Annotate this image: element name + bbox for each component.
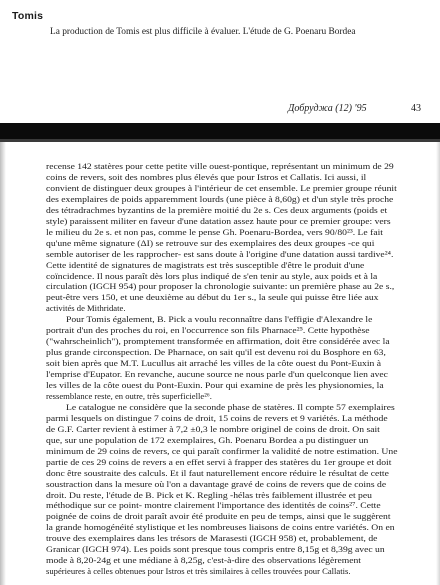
page-number: 43 <box>411 103 421 114</box>
body-text: ressemblance reste, en outre, très superficielle²⁶. <box>46 391 212 401</box>
intro-sentence: La production de Tomis est plus difficile à évaluer. L'étude de G. Poenaru Bordea <box>50 27 356 37</box>
body-text: minimum de 29 coins de revers, ce qui paraît confirmer la validité de notre estimation. Une <box>46 446 398 456</box>
body-text: des exemplaires de poids apparemment lourds (une pièce à 8,60g) et d'un style très proche <box>46 194 394 204</box>
body-text: activités de Mithridate. <box>46 304 126 314</box>
body-text-line <box>46 337 432 346</box>
upper-page-fragment <box>0 0 440 123</box>
body-text: droit. Du reste, l'étude de B. Pick et K. Regling -hélas très faiblement illustrée et peu <box>46 490 372 500</box>
body-text: coïncidence. Il nous paraît dès lors plus indiqué de s'en tenir au style, aux poids et à la <box>46 271 378 281</box>
body-text-line <box>46 545 432 554</box>
body-text-line <box>46 239 432 248</box>
body-text: semble autoriser de les rapprocher- est sans doute à l'origine d'une datation aussi tardive²⁴. <box>46 249 394 259</box>
body-text: ("wahrscheinlich"), promptement transformée en affirmation, doit être considérée avec la <box>46 337 390 347</box>
body-text: plus grande circonspection. De Pharnace, on sait qu'il est devenu roi du Bosphore en 63, <box>46 348 386 358</box>
body-text-line <box>46 162 432 171</box>
body-text-line <box>46 261 432 270</box>
body-text-line <box>46 326 432 335</box>
body-text-line <box>46 359 432 368</box>
body-text-line <box>46 534 432 543</box>
body-text: circulation (IGCH 954) pour proposer la chronologie suivante: un première phase au 2e s., <box>46 282 395 292</box>
body-text-line <box>46 250 432 259</box>
body-text-line <box>46 381 432 390</box>
body-text-line <box>46 458 432 467</box>
body-text: Pour Tomis également, B. Pick a voulu reconnaître dans l'effigie d'Alexandre le <box>66 315 373 325</box>
body-text: des tétradrachmes byzantins de la première moitié du 2e s. Ces deux arguments (poids et <box>46 205 388 215</box>
body-text-line <box>46 173 432 182</box>
body-text: la grande homogénéité stylistique et les nombreuses liaisons de coins entre variétés. On en <box>46 523 395 533</box>
body-text-line <box>46 293 432 302</box>
body-text: donc être soustraite des calculs. Et il faut naturellement encore réduire le résultat de cette <box>46 468 389 478</box>
running-head: Добруджа (12) '95 <box>288 103 367 114</box>
body-text: les villes de la côte ouest du Pont-Euxin. Pour qui examine de près les physionomies, la <box>46 381 384 390</box>
body-text-line <box>46 436 432 445</box>
body-text-line <box>46 425 432 434</box>
body-text: Cette identité de signatures de magistrats est très susceptible d'être le produit d'une <box>46 260 365 270</box>
body-text: convient de distinguer deux groupes à l'intérieur de cet ensemble. Le premier groupe réunit <box>46 183 397 193</box>
body-text-line <box>46 447 432 456</box>
body-text: trouve des exemplaires dans les trésors de Marasesti (IGCH 958) et, probablement, de <box>46 534 378 544</box>
body-text-line <box>46 348 432 357</box>
body-text-line <box>46 282 432 291</box>
body-text-line <box>46 414 432 423</box>
body-text-line <box>46 501 432 510</box>
body-text-line <box>46 272 432 281</box>
scanned-page-body <box>0 142 440 585</box>
body-text-line <box>46 195 432 204</box>
body-text: recense 142 statères pour cette petite ville ouest-pontique, représentant un minimum de 29 <box>46 162 394 171</box>
body-text: le milieu du 2e s. et non pas, comme le pense Gh. Poenaru-Bordea, vers 90/80²³. Le fait <box>46 227 383 237</box>
body-text: Le catalogue ne considère que la seconde phase de statères. Il compte 57 exemplaires <box>66 402 395 412</box>
body-text: méthodique sur ce point- montre clairement l'importance des identités de coins²⁷. Cette <box>46 501 381 511</box>
body-text: parmi lesquels on distingue 7 coins de droit, 15 coins de revers et 9 variétés. La méthode <box>46 413 388 423</box>
body-text: portrait d'un des proches du roi, en l'occurrence son fils Pharnace²⁵. Cette hypothèse <box>46 326 370 336</box>
body-text-line <box>46 512 432 521</box>
body-text: Granicar (IGCH 974). Les poids sont presque tous compris entre 8,15g et 8,39g avec un <box>46 545 385 555</box>
body-text: soit bien après que M.T. Lucullus ait arraché les villes de la côte ouest du Pont-Euxin à <box>46 359 382 369</box>
body-text: que, sur une population de 172 exemplaires, Gh. Poenaru Bordea a pu distinguer un <box>46 435 369 445</box>
body-text: soustraction dans la mesure où l'on a davantage gravé de coins de revers que de coins de <box>46 479 387 489</box>
section-title: Tomis <box>12 10 44 22</box>
body-text: l'emprise d'Eupator. En revanche, aucune source ne nous parle d'un quelconque lien avec <box>46 370 388 380</box>
body-text-line <box>46 523 432 532</box>
body-text-line <box>46 206 432 215</box>
body-text: coins de revers, soit des nombres plus élevés que pour Istros et Callatis. Ici aussi, il <box>46 172 367 182</box>
body-text: qu'une même signature (ΔΙ) se retrouve sur des exemplaires des deux groupes -ce qui <box>46 238 375 248</box>
body-text: de G.F. Carter revient à estimer à 7,2 ±0,3 le nombre originel de coins de droit. On sait <box>46 424 380 434</box>
body-text-line <box>46 480 432 489</box>
body-text-line <box>46 370 432 379</box>
body-text-line <box>46 556 432 565</box>
body-text-line <box>66 403 432 412</box>
body-text: supérieures à celles obtenues pour Istros et très similaires à celles trouvées pour Callatis. <box>46 567 351 577</box>
body-text-line <box>46 392 432 401</box>
body-text-line <box>46 567 432 576</box>
body-text-line <box>46 491 432 500</box>
body-text-line <box>46 469 432 478</box>
body-text-line <box>66 315 432 324</box>
body-text-line <box>46 217 432 226</box>
body-text: partie de ces 29 coins de revers a en effet servi à frapper des statères du 1er groupe et doit <box>46 457 392 467</box>
body-text-line <box>46 228 432 237</box>
body-text: peut-être vers 150, et une deuxième au début du 1er s., la seule qui puisse être liée aux <box>46 293 379 303</box>
body-text-line <box>46 184 432 193</box>
body-text-line <box>46 304 432 313</box>
body-text: poignée de coins de droit paraît avoir été produite en peu de temps, ainsi que le suggèrent <box>46 512 391 522</box>
body-text: style) paraissent militer en faveur d'une datation assez haute pour ce premier groupe: vers <box>46 216 391 226</box>
body-text: mode à 8,20-24g et une médiane à 8,25g, c'est-à-dire des observations légèrement <box>46 556 361 566</box>
scan-gutter-divider <box>0 123 440 142</box>
